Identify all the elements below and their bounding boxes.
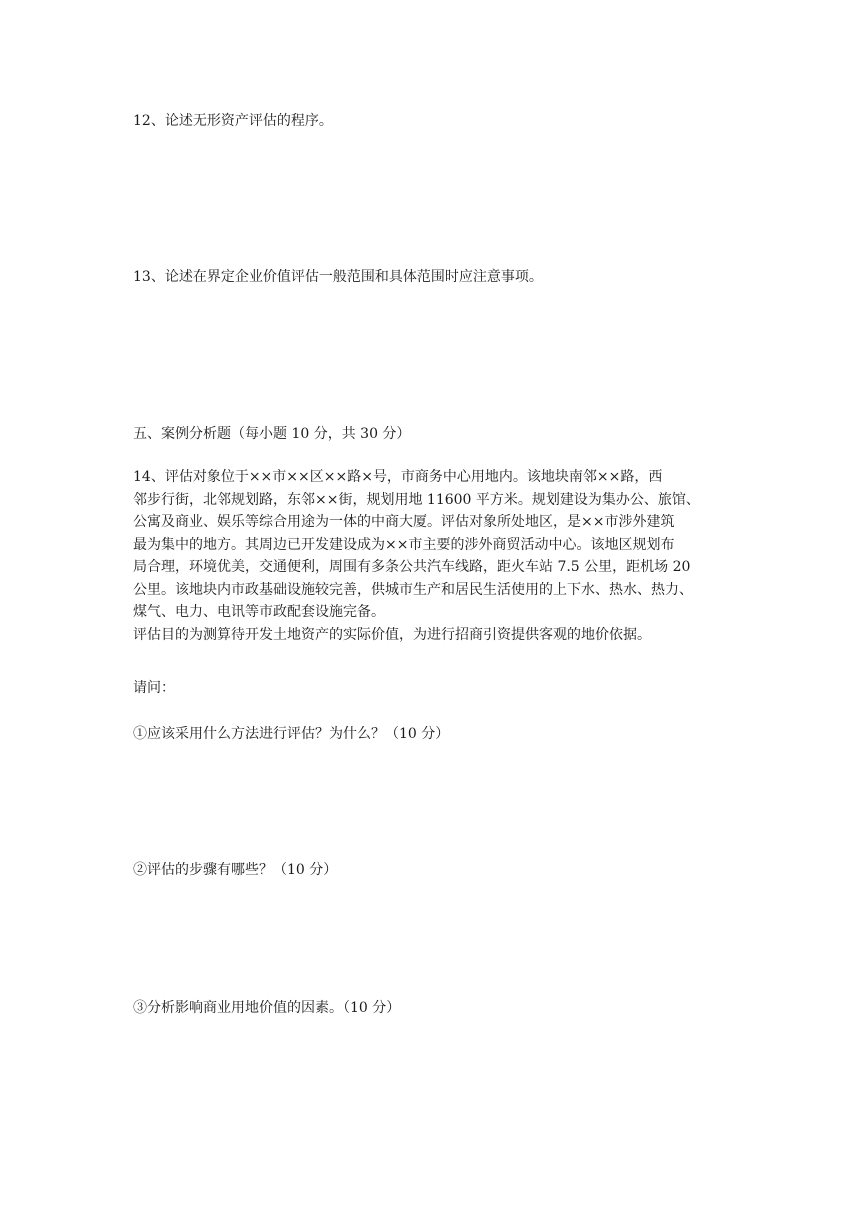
ask-label: 请问： <box>133 680 175 696</box>
sub-question-2: ②评估的步骤有哪些？（10 分） <box>133 862 338 878</box>
case-14-line: 14、评估对象位于××市××区××路×号，市商务中心用地内。该地块南邻××路，西 <box>133 469 663 485</box>
case-14-line: 评估目的为测算待开发土地资产的实际价值，为进行招商引资提供客观的地价依据。 <box>133 626 651 643</box>
case-14-line: 公里。该地块内市政基础设施较完善，供城市生产和居民生活使用的上下水、热水、热力、 <box>133 581 693 598</box>
section-5-heading: 五、案例分析题（每小题 10 分，共 30 分） <box>133 426 411 442</box>
case-14-line: 邻步行街，北邻规划路，东邻××街，规划用地 11600 平方米。规划建设为集办公、旅馆、 <box>133 491 700 508</box>
sub-question-3: ③分析影响商业用地价值的因素。（10 分） <box>133 1000 401 1016</box>
case-14-line: 煤气、电力、电讯等市政配套设施完备。 <box>133 604 385 620</box>
case-14-line: 最为集中的地方。其周边已开发建设成为××市主要的涉外商贸活动中心。该地区规划布 <box>133 536 675 553</box>
case-14-description <box>133 466 733 646</box>
question-13: 13、论述在界定企业价值评估一般范围和具体范围时应注意事项。 <box>133 269 543 285</box>
question-12: 12、论述无形资产评估的程序。 <box>133 113 333 129</box>
sub-question-1: ①应该采用什么方法进行评估？为什么？（10 分） <box>133 726 450 742</box>
case-14-line: 公寓及商业、娱乐等综合用途为一体的中商大厦。评估对象所处地区，是××市涉外建筑 <box>133 514 675 530</box>
case-14-line: 局合理，环境优美，交通便利，周围有多条公共汽车线路，距火车站 7.5 公里，距机场 20 <box>133 559 691 575</box>
